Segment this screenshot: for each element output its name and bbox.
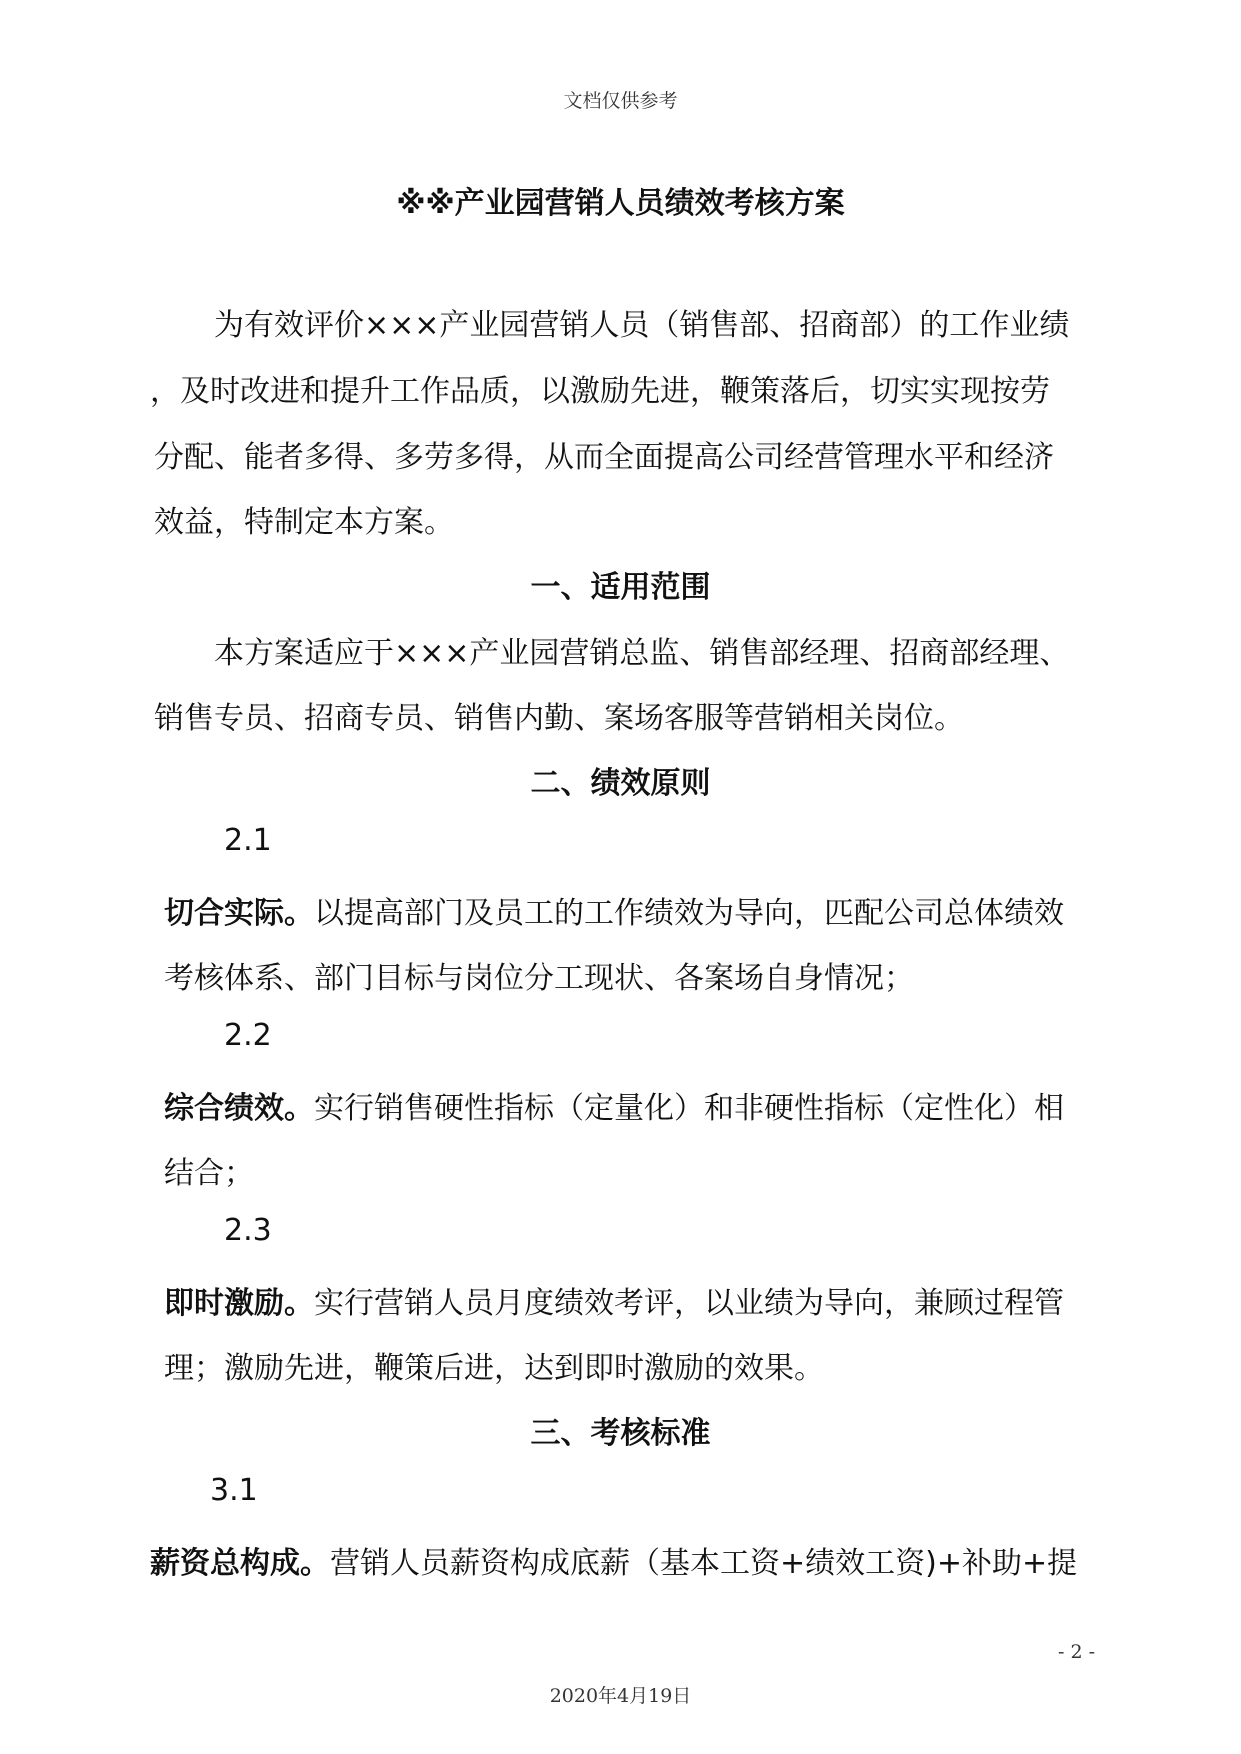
- item-number-2-3: 2.3: [224, 1213, 272, 1248]
- item-cont-2-2: 结合；: [164, 1156, 254, 1191]
- item-number-2-1: 2.1: [224, 823, 272, 858]
- item-text-2-2: 实行销售硬性指标（定量化）和非硬性指标（定性化）相: [314, 1091, 1064, 1126]
- item-title-3-1: 薪资总构成。: [150, 1546, 330, 1581]
- item-title-2-1: 切合实际。: [164, 896, 314, 931]
- intro-line-2: ，及时改进和提升工作品质，以激励先进，鞭策落后，切实实现按劳: [150, 374, 1050, 409]
- item-line-2-3: [164, 1278, 1064, 1322]
- page-number: - 2 -: [1058, 1641, 1096, 1663]
- item-cont-2-1: 考核体系、部门目标与岗位分工现状、各案场自身情况；: [164, 961, 914, 996]
- item-number-3-1: 3.1: [210, 1473, 258, 1508]
- page-header: 文档仅供参考: [563, 90, 678, 112]
- item-title-2-3: 即时激励。: [164, 1286, 314, 1321]
- item-text-2-1: 以提高部门及员工的工作绩效为导向，匹配公司总体绩效: [314, 896, 1064, 931]
- intro-line-3: 分配、能者多得、多劳多得，从而全面提高公司经营管理水平和经济: [154, 440, 1054, 475]
- item-number-2-2: 2.2: [224, 1018, 272, 1053]
- scope-line-1: 本方案适应于×××产业园营销总监、销售部经理、招商部经理、: [214, 636, 1070, 671]
- item-text-2-3: 实行营销人员月度绩效考评，以业绩为导向，兼顾过程管: [314, 1286, 1064, 1321]
- item-line-3-1: [150, 1538, 1077, 1582]
- section-heading-scope: 一、适用范围: [530, 570, 711, 605]
- scope-line-2: 销售专员、招商专员、销售内勤、案场客服等营销相关岗位。: [154, 701, 964, 736]
- item-text-3-1: 营销人员薪资构成底薪（基本工资+绩效工资)+补助+提: [330, 1546, 1078, 1581]
- item-line-2-2: [164, 1083, 1064, 1127]
- intro-line-1: 为有效评价×××产业园营销人员（销售部、招商部）的工作业绩: [214, 308, 1070, 343]
- item-line-2-1: [164, 888, 1064, 932]
- section-heading-principles: 二、绩效原则: [530, 766, 711, 801]
- intro-line-4: 效益，特制定本方案。: [154, 505, 454, 540]
- footer-date: 2020年4月19日: [549, 1685, 692, 1707]
- item-cont-2-3: 理；激励先进，鞭策后进，达到即时激励的效果。: [164, 1351, 824, 1386]
- document-title: ※※产业园营销人员绩效考核方案: [396, 186, 845, 221]
- item-title-2-2: 综合绩效。: [164, 1091, 314, 1126]
- section-heading-standards: 三、考核标准: [530, 1416, 711, 1451]
